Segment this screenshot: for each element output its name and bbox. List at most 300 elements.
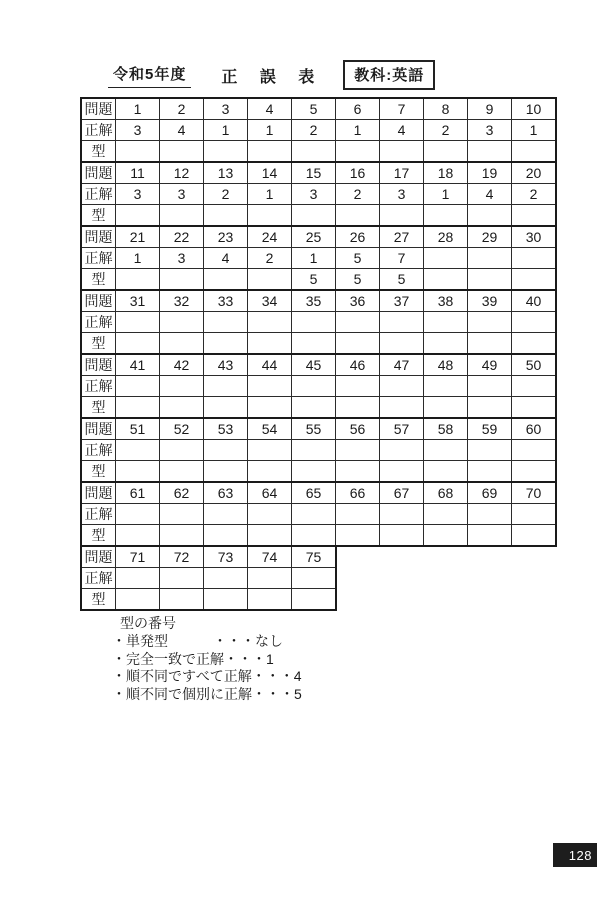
question-cell: 30: [512, 226, 557, 248]
type-cell: [424, 205, 468, 227]
question-cell: 11: [116, 162, 160, 184]
answer-cell: [204, 440, 248, 461]
question-cell: 18: [424, 162, 468, 184]
question-cell: 68: [424, 482, 468, 504]
type-cell: [468, 205, 512, 227]
answer-cell: [336, 376, 380, 397]
question-cell: 60: [512, 418, 557, 440]
type-cell: [160, 141, 204, 163]
question-cell: 16: [336, 162, 380, 184]
type-cell: [116, 141, 160, 163]
answer-cell: [248, 504, 292, 525]
type-cell: [204, 589, 248, 611]
question-cell: 71: [116, 546, 160, 568]
question-cell: 40: [512, 290, 557, 312]
type-cell: [292, 461, 336, 483]
question-cell: 51: [116, 418, 160, 440]
row-label: 正解: [81, 440, 116, 461]
answer-row: [81, 504, 556, 525]
answer-cell: 1: [204, 120, 248, 141]
legend-item-label: ・完全一致で正解: [112, 650, 224, 667]
type-cell: [160, 525, 204, 547]
answer-cell: [468, 504, 512, 525]
type-legend: [112, 615, 302, 703]
type-cell: [512, 397, 557, 419]
answer-cell: [336, 504, 380, 525]
answer-row: [81, 376, 556, 397]
question-cell: 32: [160, 290, 204, 312]
type-cell: [424, 333, 468, 355]
legend-item-label: ・単発型: [112, 633, 168, 649]
answer-cell: [512, 504, 557, 525]
legend-item: [112, 668, 302, 686]
question-cell: 34: [248, 290, 292, 312]
answer-cell: [380, 504, 424, 525]
type-cell: [468, 461, 512, 483]
row-label: 型: [81, 333, 116, 355]
question-cell: 62: [160, 482, 204, 504]
answer-cell: [116, 568, 160, 589]
answer-cell: [248, 440, 292, 461]
question-cell: 70: [512, 482, 557, 504]
row-label: 正解: [81, 568, 116, 589]
answer-cell: 5: [336, 248, 380, 269]
legend-item-leader: ・・・: [224, 650, 266, 667]
type-cell: [116, 525, 160, 547]
question-cell: 48: [424, 354, 468, 376]
answer-cell: [116, 376, 160, 397]
legend-item-leader: ・・・: [252, 685, 294, 702]
type-cell: [512, 525, 557, 547]
answer-cell: [116, 440, 160, 461]
question-cell: 29: [468, 226, 512, 248]
type-cell: [204, 397, 248, 419]
type-cell: [204, 269, 248, 291]
type-cell: [292, 589, 337, 611]
row-label: 型: [81, 397, 116, 419]
question-cell: 19: [468, 162, 512, 184]
answer-cell: [292, 312, 336, 333]
question-row: [81, 162, 556, 184]
question-cell: 1: [116, 98, 160, 120]
type-cell: 5: [336, 269, 380, 291]
question-row: [81, 482, 556, 504]
answer-cell: [160, 376, 204, 397]
type-cell: [424, 461, 468, 483]
row-label: 正解: [81, 376, 116, 397]
question-cell: 59: [468, 418, 512, 440]
type-cell: [204, 525, 248, 547]
answer-block: [80, 417, 557, 483]
answer-block: [80, 545, 337, 611]
type-cell: [380, 525, 424, 547]
answer-block: [80, 225, 557, 291]
question-cell: 55: [292, 418, 336, 440]
answer-cell: [468, 312, 512, 333]
type-cell: [512, 269, 557, 291]
question-row: [81, 354, 556, 376]
type-cell: [116, 269, 160, 291]
answer-cell: 1: [248, 120, 292, 141]
answer-cell: 4: [160, 120, 204, 141]
answer-row: [81, 184, 556, 205]
subject-badge: 教科:英語: [343, 60, 435, 90]
answer-row: [81, 312, 556, 333]
answer-cell: [512, 312, 557, 333]
answer-cell: 1: [292, 248, 336, 269]
row-label: 型: [81, 205, 116, 227]
legend-item: [112, 651, 302, 669]
type-cell: [336, 333, 380, 355]
answer-cell: 2: [204, 184, 248, 205]
answer-cell: 3: [116, 184, 160, 205]
question-cell: 61: [116, 482, 160, 504]
answer-cell: [424, 376, 468, 397]
type-cell: [292, 205, 336, 227]
answer-cell: [512, 440, 557, 461]
type-cell: [380, 397, 424, 419]
answer-cell: 3: [160, 184, 204, 205]
type-cell: [336, 397, 380, 419]
question-cell: 17: [380, 162, 424, 184]
question-cell: 6: [336, 98, 380, 120]
legend-item: [112, 686, 302, 704]
row-label: 型: [81, 525, 116, 547]
answer-cell: 4: [204, 248, 248, 269]
question-cell: 75: [292, 546, 337, 568]
type-cell: [248, 525, 292, 547]
answer-row: [81, 248, 556, 269]
legend-item-leader: ・・・: [213, 633, 255, 649]
answer-cell: 2: [292, 120, 336, 141]
question-cell: 4: [248, 98, 292, 120]
type-cell: [204, 141, 248, 163]
type-cell: [248, 589, 292, 611]
type-cell: [116, 333, 160, 355]
answer-cell: [204, 504, 248, 525]
type-cell: [160, 589, 204, 611]
type-cell: [160, 397, 204, 419]
answer-cell: [160, 504, 204, 525]
question-cell: 72: [160, 546, 204, 568]
type-cell: [336, 525, 380, 547]
type-row: [81, 141, 556, 163]
answer-cell: [424, 312, 468, 333]
answer-cell: [160, 312, 204, 333]
question-cell: 44: [248, 354, 292, 376]
answer-key-table: [80, 97, 557, 611]
type-cell: [468, 333, 512, 355]
type-cell: [292, 525, 336, 547]
question-cell: 36: [336, 290, 380, 312]
question-cell: 15: [292, 162, 336, 184]
row-label: 問題: [81, 482, 116, 504]
question-cell: 20: [512, 162, 557, 184]
question-cell: 38: [424, 290, 468, 312]
answer-cell: [424, 504, 468, 525]
row-label: 正解: [81, 504, 116, 525]
row-label: 正解: [81, 184, 116, 205]
type-row: [81, 397, 556, 419]
question-cell: 21: [116, 226, 160, 248]
type-cell: [248, 461, 292, 483]
answer-cell: [116, 504, 160, 525]
type-cell: [380, 205, 424, 227]
answer-cell: [336, 440, 380, 461]
answer-cell: 3: [468, 120, 512, 141]
answer-cell: [380, 312, 424, 333]
question-cell: 46: [336, 354, 380, 376]
answer-block: [80, 289, 557, 355]
type-cell: 5: [292, 269, 336, 291]
legend-item-value: 4: [293, 668, 302, 684]
question-cell: 41: [116, 354, 160, 376]
question-cell: 14: [248, 162, 292, 184]
type-cell: [160, 333, 204, 355]
question-cell: 43: [204, 354, 248, 376]
answer-block: [80, 97, 557, 163]
question-cell: 22: [160, 226, 204, 248]
answer-cell: [292, 568, 337, 589]
type-cell: [248, 397, 292, 419]
answer-cell: 2: [424, 120, 468, 141]
answer-cell: [468, 376, 512, 397]
legend-item-value: なし: [255, 633, 283, 649]
legend-item-value: 5: [294, 685, 302, 702]
type-cell: [292, 397, 336, 419]
answer-row: [81, 440, 556, 461]
type-cell: 5: [380, 269, 424, 291]
type-cell: [468, 525, 512, 547]
question-row: [81, 418, 556, 440]
question-cell: 67: [380, 482, 424, 504]
type-cell: [336, 141, 380, 163]
question-cell: 5: [292, 98, 336, 120]
question-cell: 12: [160, 162, 204, 184]
row-label: 問題: [81, 98, 116, 120]
answer-cell: 1: [336, 120, 380, 141]
question-cell: 69: [468, 482, 512, 504]
type-cell: [160, 205, 204, 227]
row-label: 正解: [81, 248, 116, 269]
answer-cell: 7: [380, 248, 424, 269]
type-row: [81, 589, 336, 611]
row-label: 型: [81, 589, 116, 611]
question-cell: 13: [204, 162, 248, 184]
type-cell: [116, 205, 160, 227]
question-cell: 73: [204, 546, 248, 568]
answer-cell: [468, 440, 512, 461]
question-cell: 7: [380, 98, 424, 120]
type-cell: [380, 333, 424, 355]
type-cell: [204, 461, 248, 483]
question-cell: 10: [512, 98, 557, 120]
row-label: 型: [81, 461, 116, 483]
type-cell: [248, 141, 292, 163]
answer-cell: [116, 312, 160, 333]
question-cell: 33: [204, 290, 248, 312]
answer-cell: [292, 440, 336, 461]
answer-cell: 4: [380, 120, 424, 141]
question-cell: 65: [292, 482, 336, 504]
row-label: 正解: [81, 312, 116, 333]
question-cell: 66: [336, 482, 380, 504]
question-cell: 26: [336, 226, 380, 248]
answer-block: [80, 481, 557, 547]
question-cell: 31: [116, 290, 160, 312]
type-row: [81, 461, 556, 483]
answer-cell: 1: [116, 248, 160, 269]
answer-cell: [248, 312, 292, 333]
document-header: [108, 60, 435, 90]
page-title: 正 誤 表: [221, 68, 324, 86]
question-cell: 8: [424, 98, 468, 120]
type-cell: [292, 333, 336, 355]
question-row: [81, 546, 336, 568]
type-cell: [512, 333, 557, 355]
question-cell: 45: [292, 354, 336, 376]
answer-cell: [424, 248, 468, 269]
question-cell: 54: [248, 418, 292, 440]
row-label: 問題: [81, 162, 116, 184]
answer-cell: [248, 376, 292, 397]
type-cell: [380, 461, 424, 483]
row-label: 問題: [81, 226, 116, 248]
question-cell: 52: [160, 418, 204, 440]
answer-cell: [204, 376, 248, 397]
question-cell: 35: [292, 290, 336, 312]
answer-block: [80, 161, 557, 227]
question-cell: 58: [424, 418, 468, 440]
type-cell: [468, 397, 512, 419]
type-row: [81, 269, 556, 291]
row-label: 正解: [81, 120, 116, 141]
type-row: [81, 205, 556, 227]
type-cell: [116, 397, 160, 419]
question-row: [81, 226, 556, 248]
legend-item: [112, 633, 302, 651]
answer-cell: 4: [468, 184, 512, 205]
row-label: 型: [81, 269, 116, 291]
question-cell: 74: [248, 546, 292, 568]
answer-cell: [468, 248, 512, 269]
type-cell: [292, 141, 336, 163]
answer-row: [81, 568, 336, 589]
question-cell: 37: [380, 290, 424, 312]
type-cell: [424, 525, 468, 547]
question-cell: 50: [512, 354, 557, 376]
answer-cell: 3: [160, 248, 204, 269]
question-cell: 64: [248, 482, 292, 504]
legend-title: 型の番号: [120, 615, 176, 631]
answer-cell: 3: [292, 184, 336, 205]
type-cell: [116, 589, 160, 611]
row-label: 問題: [81, 546, 116, 568]
answer-cell: [512, 248, 557, 269]
type-cell: [512, 205, 557, 227]
type-cell: [468, 141, 512, 163]
question-cell: 23: [204, 226, 248, 248]
answer-cell: 1: [424, 184, 468, 205]
question-cell: 53: [204, 418, 248, 440]
question-cell: 47: [380, 354, 424, 376]
type-cell: [116, 461, 160, 483]
type-cell: [512, 461, 557, 483]
type-cell: [380, 141, 424, 163]
answer-cell: 2: [248, 248, 292, 269]
question-row: [81, 98, 556, 120]
answer-cell: [424, 440, 468, 461]
answer-cell: [380, 376, 424, 397]
answer-cell: [380, 440, 424, 461]
question-cell: 42: [160, 354, 204, 376]
answer-cell: [248, 568, 292, 589]
fiscal-year-label: 令和5年度: [108, 63, 191, 88]
question-cell: 57: [380, 418, 424, 440]
question-cell: 27: [380, 226, 424, 248]
question-row: [81, 290, 556, 312]
type-cell: [468, 269, 512, 291]
type-cell: [336, 461, 380, 483]
question-cell: 25: [292, 226, 336, 248]
row-label: 問題: [81, 418, 116, 440]
type-cell: [424, 269, 468, 291]
row-label: 問題: [81, 354, 116, 376]
answer-cell: [160, 568, 204, 589]
legend-item-value: 1: [266, 650, 274, 667]
legend-item-label: ・順不同ですべて正解: [112, 668, 252, 684]
answer-cell: [512, 376, 557, 397]
answer-block: [80, 353, 557, 419]
question-cell: 56: [336, 418, 380, 440]
question-cell: 9: [468, 98, 512, 120]
legend-item-leader: ・・・: [251, 668, 294, 684]
question-cell: 49: [468, 354, 512, 376]
answer-cell: [160, 440, 204, 461]
answer-cell: 3: [380, 184, 424, 205]
type-cell: [424, 397, 468, 419]
question-cell: 2: [160, 98, 204, 120]
question-cell: 3: [204, 98, 248, 120]
type-cell: [160, 461, 204, 483]
answer-cell: 1: [512, 120, 557, 141]
answer-row: [81, 120, 556, 141]
answer-cell: 1: [248, 184, 292, 205]
answer-cell: [204, 568, 248, 589]
answer-cell: 2: [512, 184, 557, 205]
type-row: [81, 525, 556, 547]
answer-cell: [292, 376, 336, 397]
answer-cell: 3: [116, 120, 160, 141]
type-cell: [336, 205, 380, 227]
question-cell: 28: [424, 226, 468, 248]
type-cell: [424, 141, 468, 163]
type-cell: [248, 333, 292, 355]
answer-cell: 2: [336, 184, 380, 205]
question-cell: 24: [248, 226, 292, 248]
row-label: 問題: [81, 290, 116, 312]
type-cell: [248, 205, 292, 227]
type-row: [81, 333, 556, 355]
type-cell: [248, 269, 292, 291]
page-number: 128: [553, 843, 597, 867]
type-cell: [204, 205, 248, 227]
type-cell: [160, 269, 204, 291]
question-cell: 63: [204, 482, 248, 504]
type-cell: [204, 333, 248, 355]
answer-cell: [204, 312, 248, 333]
legend-item-label: ・順不同で個別に正解: [112, 685, 252, 702]
